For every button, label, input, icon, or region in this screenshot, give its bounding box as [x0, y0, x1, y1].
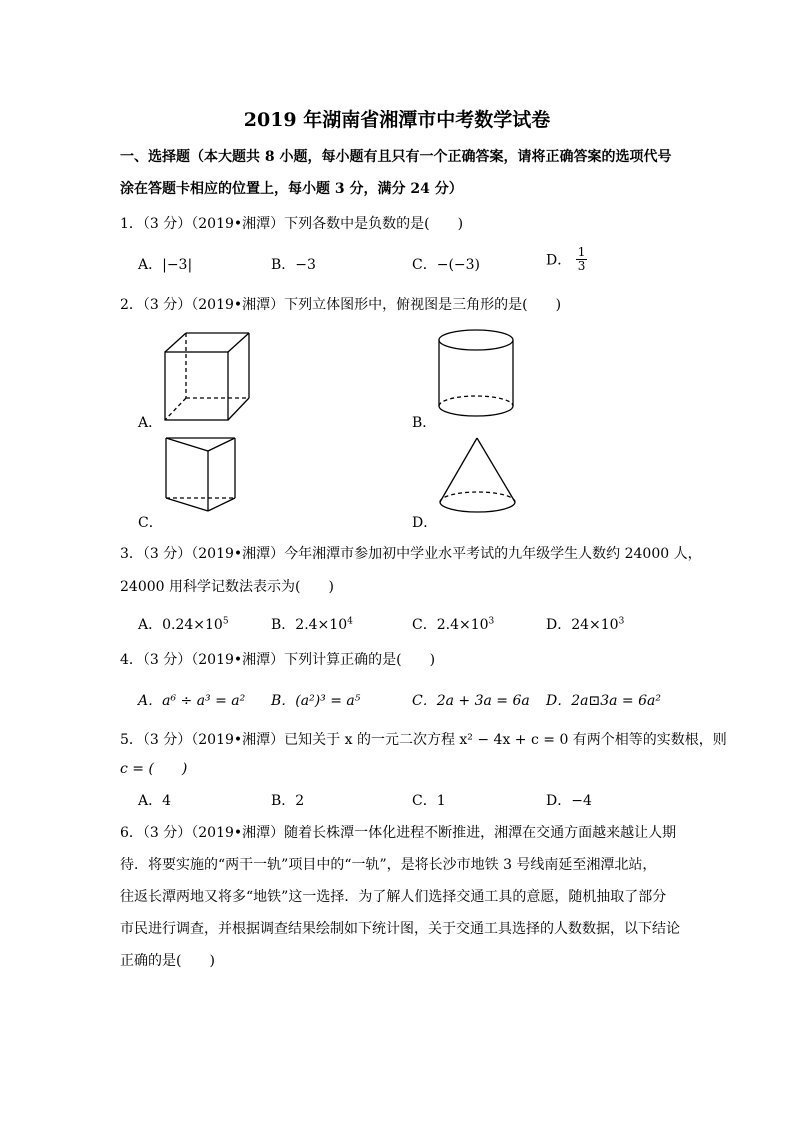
- q2-option-b: B．: [412, 415, 437, 431]
- q4-option-d: D．2a⊡3a = 6a²: [546, 693, 661, 709]
- q1-option-a: A．|−3|: [138, 257, 193, 273]
- q4-stem: 4．（3 分）（2019•湘潭）下列计算正确的是( ): [120, 652, 436, 668]
- q3-option-a-base: A．0.24×10: [138, 617, 223, 633]
- section-heading-line2: 涂在答题卡相应的位置上，每小题 3 分，满分 24 分）: [120, 181, 463, 197]
- q3-option-d-exponent: 3: [618, 616, 625, 627]
- q4-option-a: A．a⁶ ÷ a³ = a²: [138, 693, 246, 709]
- section-heading-line1: 一、选择题（本大题共 8 小题，每小题有且只有一个正确答案，请将正确答案的选项代号: [120, 149, 672, 165]
- q2-option-a: A．: [138, 415, 163, 431]
- cylinder-figure: [438, 328, 520, 423]
- q2-option-d: D．: [412, 515, 438, 531]
- triangular-prism-figure: [163, 436, 243, 514]
- q1-option-d-label: D．: [546, 252, 572, 269]
- q6-stem-line1: 6．（3 分）（2019•湘潭）随着长株潭一体化进程不断推进，湘潭在交通方面越来越让人期: [120, 825, 677, 841]
- q2-stem: 2．（3 分）（2019•湘潭）下列立体图形中，俯视图是三角形的是( ): [120, 297, 562, 313]
- q4-option-b: B．(a²)³ = a⁵: [271, 693, 361, 709]
- fraction-denominator: 3: [577, 259, 586, 273]
- q3-option-b-exponent: 4: [347, 616, 353, 627]
- q3-option-a: [138, 614, 229, 634]
- q3-stem-line2: 24000 用科学记数法表示为( ): [120, 579, 334, 595]
- q5-option-a: A．4: [138, 793, 172, 809]
- q3-stem-line1: 3．（3 分）（2019•湘潭）今年湘潭市参加初中学业水平考试的九年级学生人数约 24000 人，: [120, 546, 702, 562]
- q5-stem-line2: c = ( ): [120, 761, 188, 777]
- q1-stem: 1．（3 分）（2019•湘潭）下列各数中是负数的是( ): [120, 216, 464, 232]
- q6-stem-line2: 待．将要实施的“两干一轨”项目中的“一轨”，是将长沙市地铁 3 号线南延至湘潭北站，: [120, 857, 657, 873]
- q3-option-b: [271, 614, 353, 634]
- fraction-one-third: [576, 246, 588, 273]
- q3-option-c-base: C．2.4×10: [412, 617, 489, 633]
- q2-option-c: C．: [138, 515, 163, 531]
- cube-figure: [160, 330, 260, 425]
- fraction-numerator: 1: [577, 245, 586, 259]
- q6-stem-line5: 正确的是( ): [120, 953, 215, 969]
- q3-option-c: [412, 614, 494, 634]
- q5-option-b: B．2: [271, 793, 305, 809]
- q3-option-c-exponent: 3: [488, 616, 495, 627]
- page-title: 2019 年湖南省湘潭市中考数学试卷: [243, 109, 551, 131]
- q3-option-d: [546, 614, 624, 634]
- cone-figure: [437, 436, 521, 524]
- q4-option-c: C．2a + 3a = 6a: [412, 693, 530, 709]
- q5-option-c: C．1: [412, 793, 446, 809]
- q5-option-d: D．−4: [546, 793, 592, 809]
- q5-stem-line1: 5．（3 分）（2019•湘潭）已知关于 x 的一元二次方程 x² − 4x + c = 0 有两个相等的实数根，则: [120, 732, 727, 748]
- q3-option-a-exponent: 5: [222, 616, 229, 627]
- q6-stem-line4: 市民进行调查，并根据调查结果绘制如下统计图，关于交通工具选择的人数数据，以下结论: [120, 921, 680, 937]
- q6-stem-line3: 往返长潭两地又将多“地铁”这一选择．为了解人们选择交通工具的意愿，随机抽取了部分: [120, 889, 667, 905]
- q1-option-b: B．−3: [271, 257, 316, 273]
- q1-option-d: [546, 246, 587, 273]
- q3-option-b-base: B．2.4×10: [271, 617, 348, 633]
- q1-option-c: C．−(−3): [412, 257, 481, 273]
- q3-option-d-base: D．24×10: [546, 617, 619, 633]
